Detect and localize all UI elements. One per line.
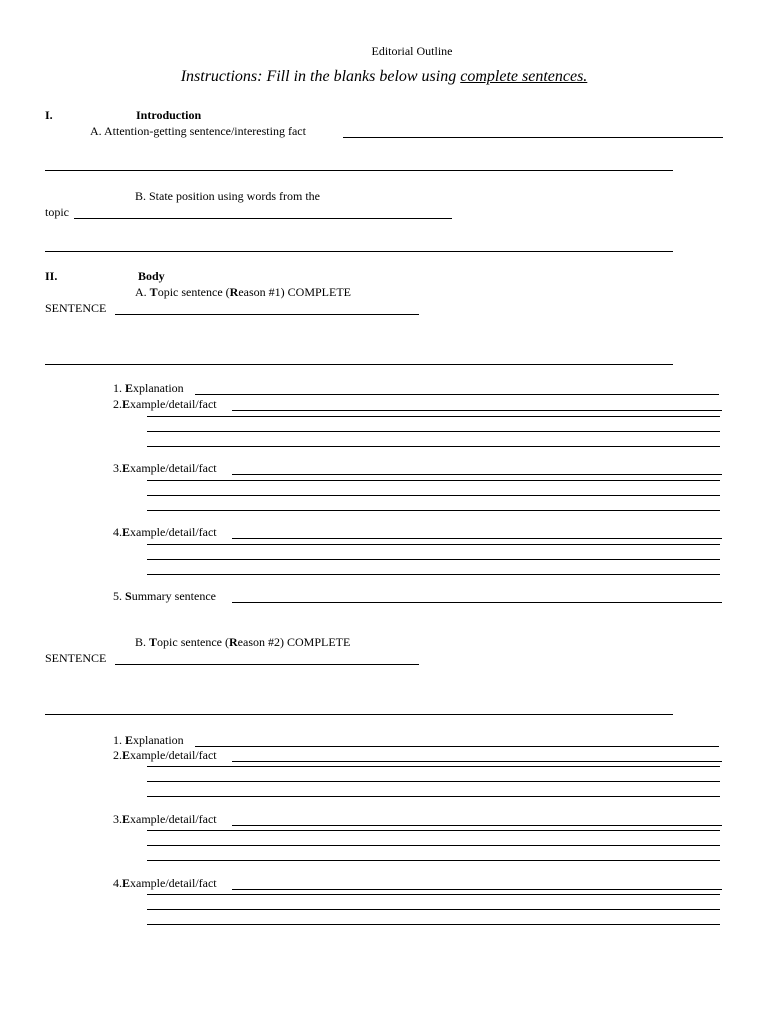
intro-item-b-label: B. State position using words from the xyxy=(135,189,320,203)
instructions-text: Instructions: Fill in the blanks below using xyxy=(180,68,461,85)
answer-blank[interactable] xyxy=(195,381,719,395)
answer-blank[interactable] xyxy=(232,876,722,890)
reason-1-summary-label xyxy=(113,589,216,604)
answer-blank[interactable] xyxy=(147,796,720,797)
reason-2-sentence-label: SENTENCE xyxy=(45,651,107,665)
item-number: 3. xyxy=(113,812,122,826)
bold-initial: E xyxy=(122,525,131,539)
item-number: 4. xyxy=(113,876,122,890)
item-number: 1. xyxy=(113,381,125,395)
section-numeral-body: II. xyxy=(45,269,58,283)
reason-1-topic-label xyxy=(135,285,351,300)
answer-blank[interactable] xyxy=(45,351,673,365)
document-title: Editorial Outline xyxy=(371,44,453,58)
label-text: eason #1) COMPLETE xyxy=(238,285,351,299)
answer-blank[interactable] xyxy=(147,480,720,481)
label-text: xample/detail/fact xyxy=(130,461,217,475)
answer-blank[interactable] xyxy=(147,894,720,895)
answer-blank[interactable] xyxy=(147,559,720,560)
label-text: xample/detail/fact xyxy=(130,812,217,826)
bold-initial: T xyxy=(149,635,158,649)
bold-initial: E xyxy=(122,397,131,411)
label-text: xplanation xyxy=(133,381,184,395)
item-number: 5. xyxy=(113,589,125,603)
item-number: 4. xyxy=(113,525,122,539)
reason-2-topic-label xyxy=(135,635,350,650)
reason-1-explanation-label xyxy=(113,381,184,396)
section-heading-body: Body xyxy=(138,269,165,283)
label-text: xample/detail/fact xyxy=(130,525,217,539)
bold-initial: E xyxy=(122,812,131,826)
answer-blank[interactable] xyxy=(147,446,720,447)
instructions-emphasis: complete sentences. xyxy=(460,68,588,85)
answer-blank[interactable] xyxy=(147,860,720,861)
answer-blank[interactable] xyxy=(147,574,720,575)
label-text: xample/detail/fact xyxy=(130,876,217,890)
item-number: 1. xyxy=(113,733,125,747)
reason-2-explanation-label xyxy=(113,733,184,748)
answer-blank[interactable] xyxy=(147,830,720,831)
reason-2-example-4-label xyxy=(113,876,217,891)
answer-blank[interactable] xyxy=(232,589,722,603)
answer-blank[interactable] xyxy=(147,781,720,782)
answer-blank[interactable] xyxy=(74,205,452,219)
answer-blank[interactable] xyxy=(115,301,419,315)
answer-blank[interactable] xyxy=(147,766,720,767)
reason-letter: B. xyxy=(135,635,150,649)
intro-item-b-label-cont: topic xyxy=(45,205,69,219)
label-text: xample/detail/fact xyxy=(130,748,217,762)
bold-initial: E xyxy=(125,733,134,747)
reason-letter: A. xyxy=(135,285,150,299)
reason-2-example-2-label xyxy=(113,748,217,763)
item-number: 2. xyxy=(113,397,122,411)
answer-blank[interactable] xyxy=(232,748,722,762)
instructions xyxy=(0,67,768,87)
answer-blank[interactable] xyxy=(343,124,723,138)
answer-blank[interactable] xyxy=(147,544,720,545)
answer-blank[interactable] xyxy=(147,924,720,925)
reason-1-example-4-label xyxy=(113,525,217,540)
bold-initial: E xyxy=(122,876,131,890)
answer-blank[interactable] xyxy=(45,157,673,171)
answer-blank[interactable] xyxy=(147,845,720,846)
answer-blank[interactable] xyxy=(147,510,720,511)
bold-initial: E xyxy=(122,748,131,762)
answer-blank[interactable] xyxy=(232,525,722,539)
answer-blank[interactable] xyxy=(45,238,673,252)
answer-blank[interactable] xyxy=(115,651,419,665)
answer-blank[interactable] xyxy=(232,812,722,826)
label-text: ummary sentence xyxy=(131,589,216,603)
reason-1-sentence-label: SENTENCE xyxy=(45,301,107,315)
bold-initial: R xyxy=(229,635,238,649)
item-number: 3. xyxy=(113,461,122,475)
bold-initial: S xyxy=(125,589,132,603)
answer-blank[interactable] xyxy=(232,397,722,411)
section-heading-intro: Introduction xyxy=(136,108,202,122)
section-numeral-intro: I. xyxy=(45,108,53,122)
reason-1-example-3-label xyxy=(113,461,217,476)
bold-initial: R xyxy=(229,285,239,299)
label-text: xample/detail/fact xyxy=(130,397,217,411)
bold-initial: E xyxy=(125,381,134,395)
answer-blank[interactable] xyxy=(232,461,722,475)
label-text: opic sentence ( xyxy=(157,635,229,649)
answer-blank[interactable] xyxy=(147,431,720,432)
label-text: opic sentence ( xyxy=(157,285,230,299)
answer-blank[interactable] xyxy=(45,701,673,715)
label-text: eason #2) COMPLETE xyxy=(237,635,351,649)
reason-1-example-2-label xyxy=(113,397,217,412)
bold-initial: T xyxy=(149,285,158,299)
reason-2-example-3-label xyxy=(113,812,217,827)
answer-blank[interactable] xyxy=(147,909,720,910)
bold-initial: E xyxy=(122,461,131,475)
intro-item-a-label: A. Attention-getting sentence/interesting fact xyxy=(90,124,306,138)
item-number: 2. xyxy=(113,748,122,762)
answer-blank[interactable] xyxy=(147,495,720,496)
answer-blank[interactable] xyxy=(195,733,719,747)
label-text: xplanation xyxy=(133,733,184,747)
answer-blank[interactable] xyxy=(147,416,720,417)
